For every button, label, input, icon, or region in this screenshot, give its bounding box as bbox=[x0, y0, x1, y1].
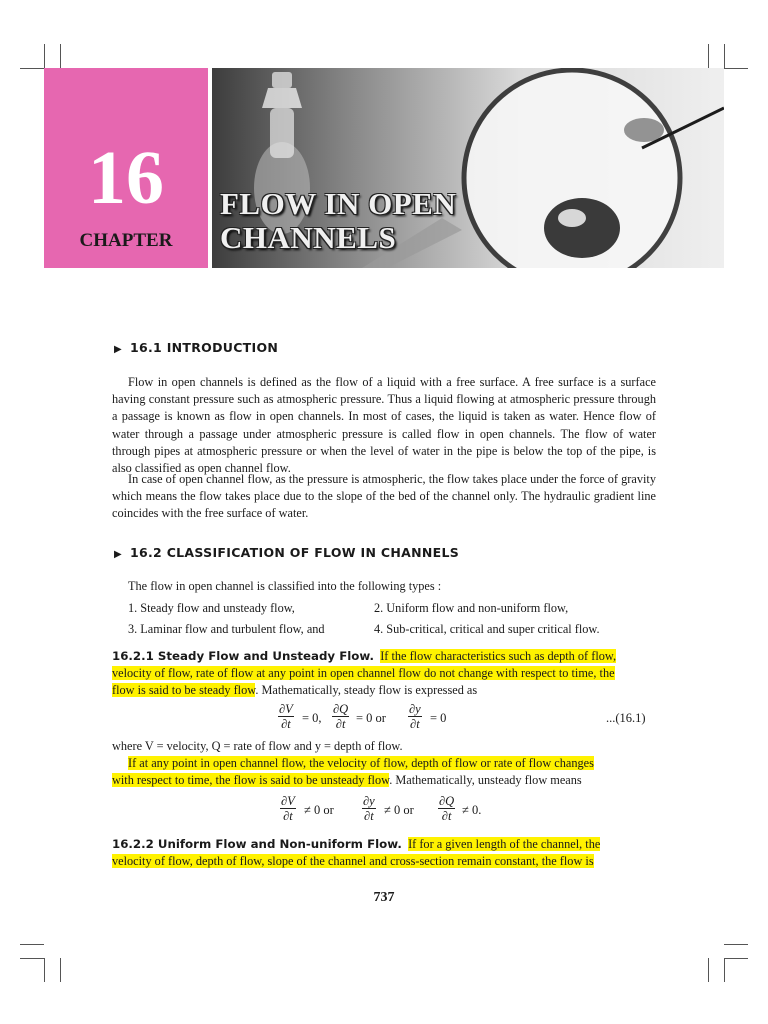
equation-reference: ...(16.1) bbox=[606, 711, 646, 725]
unsteady-flow-line-2: with respect to time, the flow is said to be unsteady flow. Mathematically, unsteady flow means bbox=[112, 773, 582, 787]
section-heading-introduction: ▶ 16.1 INTRODUCTION bbox=[114, 340, 279, 355]
subsection-heading-steady: 16.2.1 Steady Flow and Unsteady Flow. bbox=[112, 649, 375, 663]
crop-mark bbox=[724, 958, 748, 959]
flow-type-1: 1. Steady flow and unsteady flow, bbox=[128, 601, 295, 615]
eq1-term-3: = 0 bbox=[430, 711, 447, 725]
flow-type-4: 4. Sub-critical, critical and super critical flow. bbox=[374, 622, 600, 636]
eq1-fraction-dv-dt: $\frac{\partial V}{\partial t}$ bbox=[279, 702, 293, 731]
crop-mark bbox=[44, 958, 45, 982]
crop-mark bbox=[20, 944, 44, 945]
chapter-title-line-1: FLOW IN OPEN bbox=[220, 186, 457, 221]
steady-flow-line-2 bbox=[112, 665, 615, 682]
chapter-title bbox=[220, 187, 456, 255]
crop-mark bbox=[20, 68, 44, 69]
highlight-unsteady-1: If at any point in open channel flow, the velocity of flow, depth of flow or rate of flow changes bbox=[128, 756, 594, 770]
unsteady-flow-line-1 bbox=[128, 755, 594, 772]
flow-type-2: 2. Uniform flow and non-uniform flow, bbox=[374, 601, 569, 615]
highlight-steady-3: flow is said to be steady flow bbox=[112, 683, 256, 697]
where-line: where V = velocity, Q = rate of flow and y = depth of flow. bbox=[112, 739, 403, 753]
section-heading-classification: ▶ 16.2 CLASSIFICATION OF FLOW IN CHANNELS bbox=[114, 545, 460, 560]
chapter-number-block bbox=[44, 68, 208, 268]
uniform-flow-line-2 bbox=[112, 853, 594, 870]
highlight-steady-2: velocity of flow, rate of flow at any point in open channel flow do not change with respect to time, the bbox=[112, 666, 615, 680]
flow-type-3: 3. Laminar flow and turbulent flow, and bbox=[128, 622, 325, 636]
eq2-term-2: ≠ 0 or bbox=[384, 803, 414, 817]
crop-mark bbox=[724, 944, 748, 945]
chapter-number: 16 bbox=[88, 136, 164, 220]
chapter-title-line-2: CHANNELS bbox=[220, 220, 397, 255]
crop-mark bbox=[60, 958, 61, 982]
crop-mark bbox=[20, 958, 44, 959]
eq1-term-1: = 0, bbox=[302, 711, 322, 725]
highlight-uniform-2: velocity of flow, depth of flow, slope of the channel and cross-section remain constant, the flow is bbox=[112, 854, 594, 868]
subsection-heading-uniform: 16.2.2 Uniform Flow and Non-uniform Flow. bbox=[112, 837, 402, 851]
highlight-unsteady-2: with respect to time, the flow is said to be unsteady flow bbox=[112, 773, 390, 787]
intro-paragraph-1: Flow in open channels is defined as the flow of a liquid with a free surface. A free surface is a surface having constant pressure such as atmospheric pressure. Thus a liquid flowing at atmospheric pressure through a passage is known as flow in open channels. In most of cases, the liquid is taken as water. Hence flow of water through a passage under atmospheric pressure is called flow in open channels. The flow of water through pipes at atmospheric pressure or when the level of water in the pipe is below the top of the pipe, is also classified as open channel flow. bbox=[112, 375, 656, 476]
crop-mark bbox=[44, 44, 45, 68]
crop-mark bbox=[708, 958, 709, 982]
eq2-fraction-dy-dt: $\frac{\partial y}{\partial t}$ bbox=[363, 794, 375, 823]
eq2-fraction-dv-dt: $\frac{\partial V}{\partial t}$ bbox=[281, 794, 295, 823]
crop-mark bbox=[60, 44, 61, 68]
intro-paragraph-2: In case of open channel flow, as the pressure is atmospheric, the flow takes place under the force of gravity which means the flow takes place due to the slope of the bed of the channel only. The hydraulic gradient line coincides with the free surface of water. bbox=[112, 472, 656, 521]
triangle-bullet-icon: ▶ bbox=[114, 344, 122, 355]
highlight-steady-1: If the flow characteristics such as depth of flow, bbox=[380, 649, 617, 663]
classification-intro: The flow in open channel is classified into the following types : bbox=[128, 579, 442, 593]
crop-mark bbox=[724, 68, 748, 69]
crop-mark bbox=[708, 44, 709, 68]
eq1-fraction-dq-dt: $\frac{\partial Q}{\partial t}$ bbox=[333, 702, 349, 731]
highlight-uniform-1: If for a given length of the channel, the bbox=[408, 837, 601, 851]
steady-flow-line-1 bbox=[112, 648, 616, 665]
triangle-bullet-icon: ▶ bbox=[114, 549, 122, 560]
chapter-label: CHAPTER bbox=[79, 230, 173, 251]
crop-mark bbox=[724, 958, 725, 982]
page-number: 737 bbox=[373, 890, 395, 905]
eq1-term-2: = 0 or bbox=[356, 711, 386, 725]
uniform-flow-line-1 bbox=[112, 836, 600, 853]
steady-flow-line-3: flow is said to be steady flow. Mathematically, steady flow is expressed as bbox=[112, 683, 478, 697]
eq1-fraction-dy-dt: $\frac{\partial y}{\partial t}$ bbox=[409, 702, 421, 731]
eq2-term-3: ≠ 0. bbox=[462, 803, 482, 817]
crop-mark bbox=[724, 44, 725, 68]
eq2-fraction-dq-dt: $\frac{\partial Q}{\partial t}$ bbox=[439, 794, 455, 823]
eq2-term-1: ≠ 0 or bbox=[304, 803, 334, 817]
